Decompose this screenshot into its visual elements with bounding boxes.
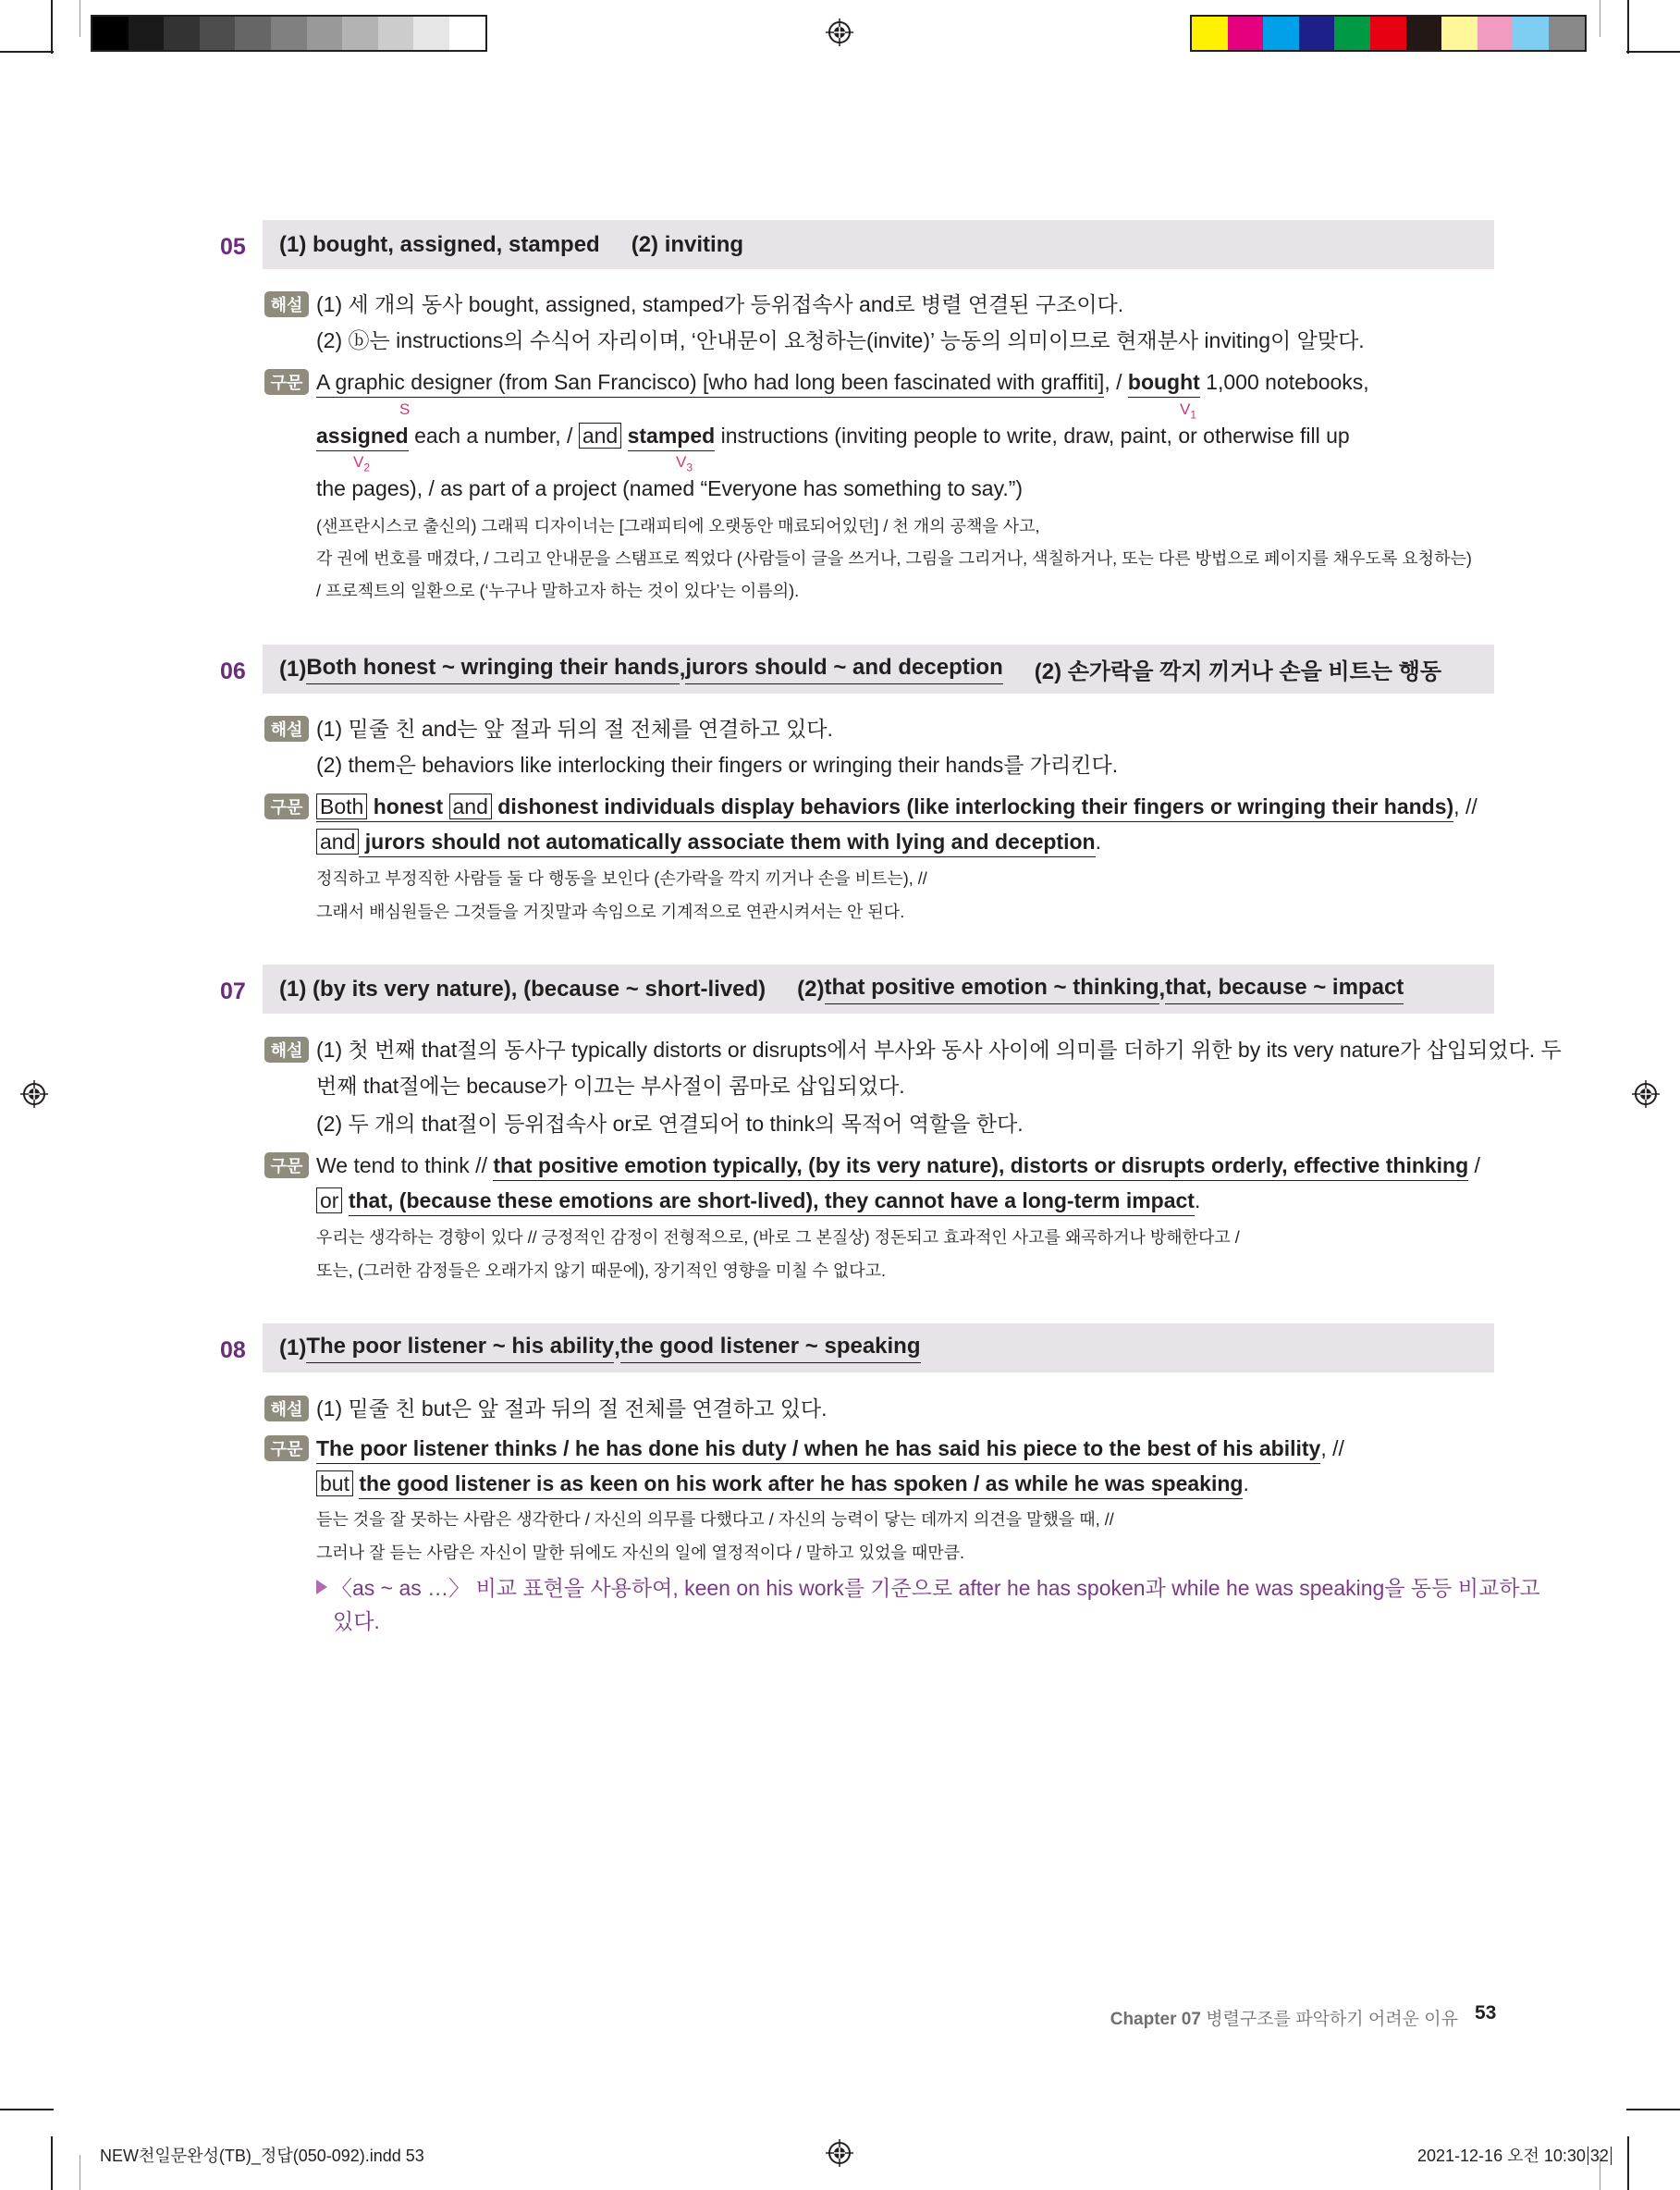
grammar-note bbox=[316, 1571, 1540, 1605]
text: that positive emotion typically, (by its very nature), distorts or disrupts orderly, effective thinking bbox=[493, 1153, 1468, 1181]
verb-3: stamped bbox=[628, 424, 716, 451]
answer-part: jurors should ~ and deception bbox=[685, 655, 1002, 684]
text: that, (because these emotions are short-lived), they cannot have a long-term impact bbox=[349, 1188, 1195, 1216]
date-text: 2021-12-16 오전 10:30 bbox=[1417, 2147, 1586, 2165]
text: dishonest individuals display behaviors (like interlocking their fingers or wringing their hands) bbox=[491, 794, 1454, 818]
korean-translation: 각 권에 번호를 매겼다, / 그리고 안내문을 스탬프로 찍었다 (사람들이 글을 쓰거나, 그림을 그리거나, 색칠하거나, 또는 다른 방법으로 페이지를 채우도록 요청하는) bbox=[316, 549, 1472, 568]
color-swatch bbox=[1263, 17, 1299, 50]
text: , bbox=[1159, 976, 1166, 1002]
conjunction-box: and bbox=[449, 794, 492, 819]
structure-line bbox=[316, 1470, 1249, 1496]
structure-label: 구문 bbox=[264, 1152, 309, 1178]
label-v3: $V_3$ bbox=[676, 453, 693, 474]
conjunction-box: and bbox=[316, 829, 359, 855]
triangle-bullet-icon bbox=[316, 1580, 327, 1594]
color-swatch bbox=[1370, 17, 1406, 50]
structure-line bbox=[316, 423, 1350, 449]
text: , / bbox=[1104, 370, 1128, 394]
label-v2: $V_2$ bbox=[353, 453, 371, 474]
text: , bbox=[614, 1335, 620, 1360]
color-swatch bbox=[307, 17, 343, 50]
print-date bbox=[1417, 2143, 1612, 2167]
color-swatch bbox=[449, 17, 485, 50]
text: . bbox=[1194, 1188, 1201, 1212]
text: the good listener is as keen on his work after he has spoken / as while he was speaking bbox=[359, 1471, 1243, 1499]
explanation-label: 해설 bbox=[264, 291, 309, 317]
text bbox=[621, 424, 627, 448]
structure-label: 구문 bbox=[264, 794, 309, 819]
answer-part: The poor listener ~ his ability bbox=[306, 1334, 614, 1363]
color-swatch bbox=[271, 17, 307, 50]
color-swatch bbox=[413, 17, 449, 50]
answer-part: (2) bbox=[797, 976, 825, 1002]
color-swatch bbox=[1406, 17, 1442, 50]
explanation-line: (1) 밑줄 친 and는 앞 절과 뒤의 절 전체를 연결하고 있다. bbox=[316, 717, 833, 741]
registration-mark-icon bbox=[826, 2139, 853, 2167]
explanation-line: (2) them은 behaviors like interlocking their fingers or wringing their hands를 가리킨다. bbox=[316, 753, 1119, 777]
structure-line bbox=[316, 829, 1101, 855]
text: each a number, / bbox=[408, 424, 579, 448]
structure-line: the pages), / as part of a project (named “Everyone has something to say.”) bbox=[316, 476, 1024, 500]
korean-translation: (샌프란시스코 출신의) 그래픽 디자이너는 [그래피티에 오랫동안 매료되어있던] / 천 개의 공책을 사고, bbox=[316, 517, 1040, 535]
file-slug: NEW천일문완성(TB)_정답(050-092).indd 53 bbox=[100, 2147, 424, 2165]
label-s: S bbox=[399, 400, 411, 418]
registration-mark-icon bbox=[826, 18, 853, 46]
chapter-title bbox=[1110, 2005, 1458, 2030]
explanation-line: (2) ⓑ는 instructions의 수식어 자리이며, ‘안내문이 요청하는(invite)’ 능동의 의미이므로 현재분사 inviting이 알맞다. bbox=[316, 328, 1365, 352]
answer-part: that, because ~ impact bbox=[1165, 975, 1404, 1004]
text: . bbox=[1095, 830, 1101, 854]
color-swatch bbox=[235, 17, 271, 50]
answer-part: that positive emotion ~ thinking bbox=[825, 975, 1159, 1004]
chapter-name: 병렬구조를 파악하기 어려운 이유 bbox=[1200, 2010, 1458, 2029]
chapter-label: Chapter 07 bbox=[1110, 2010, 1201, 2029]
structure-label: 구문 bbox=[264, 1435, 309, 1461]
korean-translation: 그러나 잘 듣는 사람은 자신이 말한 뒤에도 자신의 일에 열정적이다 / 말하고 있었을 때만큼. bbox=[316, 1544, 964, 1562]
color-swatch bbox=[129, 17, 165, 50]
color-swatch bbox=[1299, 17, 1335, 50]
korean-translation: 우리는 생각하는 경향이 있다 // 긍정적인 감정이 전형적으로, (바로 그 본질상) 정돈되고 효과적인 사고를 왜곡하거나 방해한다고 / bbox=[316, 1228, 1240, 1247]
answer-part: (1) bbox=[279, 656, 307, 682]
text: We tend to think // bbox=[316, 1153, 494, 1177]
korean-translation: 또는, (그러한 감정들은 오래가지 않기 때문에), 장기적인 영향을 미칠 수 없다고. bbox=[316, 1261, 887, 1280]
answer-part: the good listener ~ speaking bbox=[620, 1334, 921, 1363]
structure-label: 구문 bbox=[264, 369, 309, 395]
text: , bbox=[679, 656, 686, 682]
color-swatch bbox=[1549, 17, 1585, 50]
structure-line bbox=[316, 1187, 1200, 1213]
color-swatch bbox=[378, 17, 414, 50]
grammar-note: 있다. bbox=[333, 1609, 380, 1633]
process-color-bar bbox=[1190, 15, 1587, 52]
question-number: 06 bbox=[220, 658, 246, 684]
answer-bar bbox=[263, 965, 1494, 1014]
conjunction-box: but bbox=[316, 1470, 353, 1496]
explanation-line: (2) 두 개의 that절이 등위접속사 or로 연결되어 to think의 목적어 역할을 한다. bbox=[316, 1112, 1024, 1136]
color-swatch bbox=[342, 17, 378, 50]
explanation-line: (1) 첫 번째 that절의 동사구 typically distorts or disrupts에서 부사와 동사 사이에 의미를 더하기 위한 by its very nature가 삽입되었다. 두 bbox=[316, 1038, 1562, 1062]
korean-translation: / 프로젝트의 일환으로 (‘누구나 말하고자 하는 것이 있다’는 이름의). bbox=[316, 582, 800, 600]
registration-mark-icon bbox=[20, 1080, 48, 1108]
answer-bar bbox=[263, 220, 1494, 269]
conjunction-box: or bbox=[316, 1187, 342, 1213]
explanation-line: (1) 세 개의 동사 bought, assigned, stamped가 등위접속사 and로 병렬 연결된 구조이다. bbox=[316, 292, 1124, 316]
color-swatch bbox=[1478, 17, 1514, 50]
color-swatch bbox=[1513, 17, 1549, 50]
text: jurors should not automatically associate them with lying and deception bbox=[359, 830, 1095, 857]
structure-line bbox=[316, 794, 1478, 819]
conjunction-box: and bbox=[579, 423, 621, 449]
color-swatch bbox=[1228, 17, 1264, 50]
color-swatch bbox=[200, 17, 236, 50]
explanation-label: 해설 bbox=[264, 1037, 309, 1063]
color-swatch bbox=[1441, 17, 1478, 50]
verb-1: bought bbox=[1128, 370, 1200, 398]
text: . bbox=[1243, 1471, 1249, 1495]
answer-part: Both honest ~ wringing their hands bbox=[306, 655, 679, 684]
verb-2: assigned bbox=[316, 424, 409, 451]
structure-line bbox=[316, 1435, 1344, 1461]
color-swatch bbox=[164, 17, 200, 50]
text: 1,000 notebooks, bbox=[1199, 370, 1369, 394]
explanation-label: 해설 bbox=[264, 1396, 309, 1421]
seconds-text: 32 bbox=[1588, 2147, 1612, 2165]
answer-part: (2) inviting bbox=[631, 231, 744, 257]
subject-phrase: A graphic designer (from San Francisco) [who had long been fascinated with graffiti] bbox=[316, 370, 1104, 398]
registration-mark-icon bbox=[1632, 1080, 1660, 1108]
korean-translation: 그래서 배심원들은 그것들을 거짓말과 속임으로 기계적으로 연관시켜서는 안 된다. bbox=[316, 903, 905, 921]
page-number: 53 bbox=[1475, 2002, 1497, 2024]
korean-translation: 정직하고 부정직한 사람들 둘 다 행동을 보인다 (손가락을 깍지 끼거나 손을 비트는), // bbox=[316, 869, 927, 888]
structure-line bbox=[316, 1152, 1480, 1178]
explanation-line: (1) 밑줄 친 but은 앞 절과 뒤의 절 전체를 연결하고 있다. bbox=[316, 1396, 828, 1421]
answer-part: (1) bought, assigned, stamped bbox=[279, 231, 600, 257]
text: instructions (inviting people to write, draw, paint, or otherwise fill up bbox=[715, 424, 1350, 448]
answer-bar bbox=[263, 645, 1494, 694]
text: The poor listener thinks / he has done his duty / when he has said his piece to the best of his ability bbox=[316, 1436, 1320, 1464]
question-number: 07 bbox=[220, 978, 246, 1004]
answer-part: (1) bbox=[279, 1335, 307, 1360]
question-number: 05 bbox=[220, 234, 246, 260]
gray-color-bar bbox=[91, 15, 487, 52]
answer-part: (2) 손가락을 깍지 끼거나 손을 비트는 행동 bbox=[1034, 659, 1442, 684]
explanation-label: 해설 bbox=[264, 716, 309, 742]
label-v1: $V_1$ bbox=[1180, 400, 1197, 422]
text: , // bbox=[1320, 1436, 1344, 1460]
korean-translation: 듣는 것을 잘 못하는 사람은 생각한다 / 자신의 의무를 다했다고 / 자신의 능력이 닿는 데까지 의견을 말했을 때, // bbox=[316, 1510, 1114, 1529]
color-swatch bbox=[1192, 17, 1228, 50]
text: honest bbox=[367, 794, 449, 818]
answer-bar bbox=[263, 1323, 1494, 1372]
structure-line bbox=[316, 369, 1369, 395]
answer-part: (1) (by its very nature), (because ~ short-lived) bbox=[279, 976, 766, 1002]
question-number: 08 bbox=[220, 1337, 246, 1363]
text: , // bbox=[1453, 794, 1478, 818]
text: / bbox=[1468, 1153, 1480, 1177]
text: 〈as ~ as …〉 비교 표현을 사용하여, keen on his work를 기준으로 after he has spoken과 while he was speaking을 동등 비교하고 bbox=[331, 1576, 1540, 1600]
color-swatch bbox=[92, 17, 129, 50]
explanation-line: 번째 that절에는 because가 이끄는 부사절이 콤마로 삽입되었다. bbox=[316, 1074, 905, 1098]
conjunction-box: Both bbox=[316, 794, 367, 819]
color-swatch bbox=[1334, 17, 1370, 50]
